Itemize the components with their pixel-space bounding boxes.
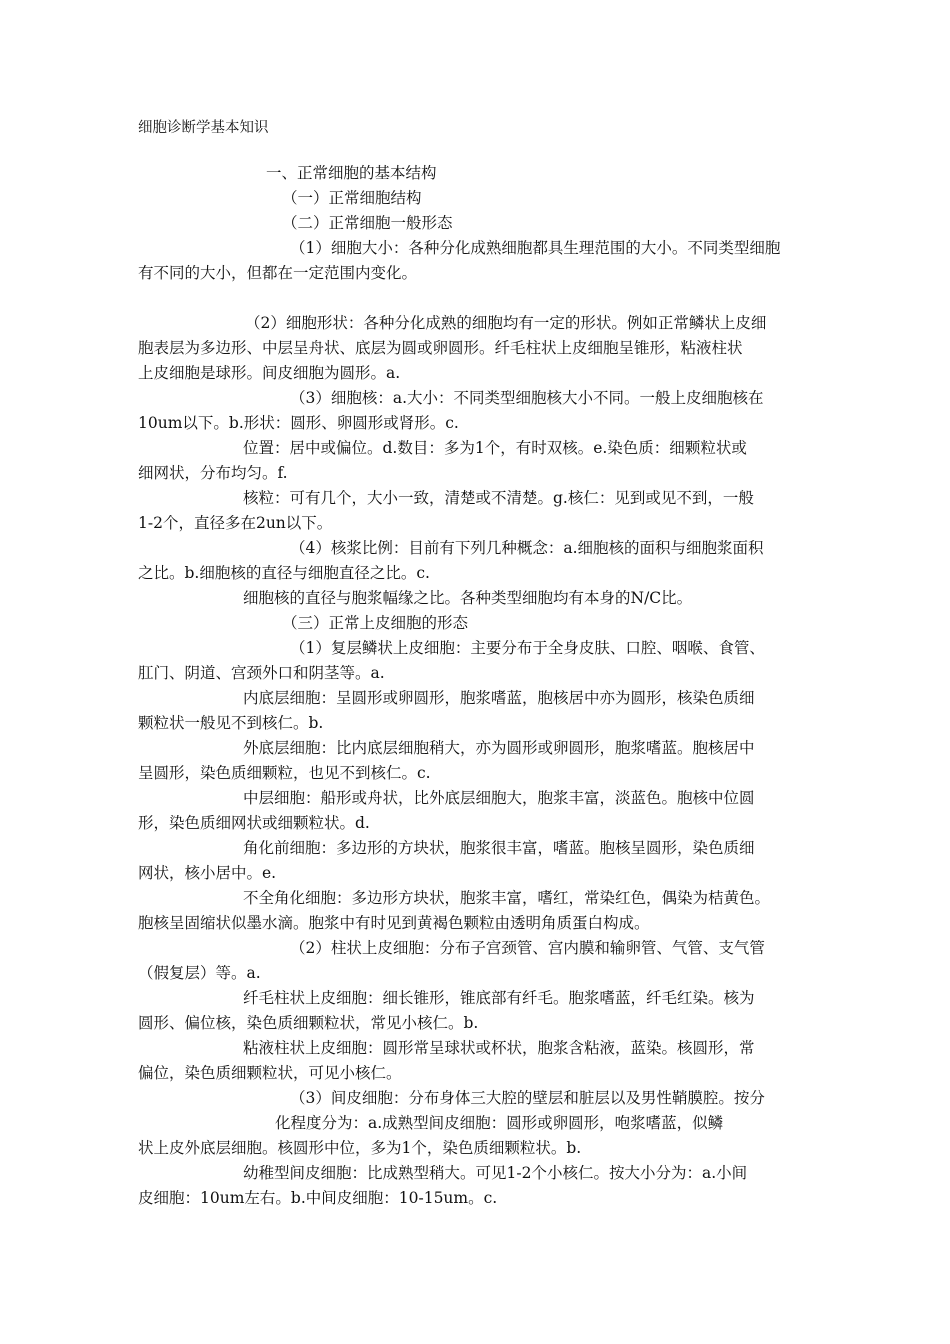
text-line: 胞核呈固缩状似墨水滴。胞浆中有时见到黄褐色颗粒由透明角质蛋白构成。 (138, 914, 650, 932)
text-line: 胞表层为多边形、中层呈舟状、底层为圆或卵圆形。纤毛柱状上皮细胞呈锥形，粘液柱状 (138, 339, 743, 357)
text-line: 肛门、阴道、宫颈外口和阴茎等。a. (138, 664, 385, 682)
text-line: 圆形、偏位核，染色质细颗粒状，常见小核仁。b. (138, 1014, 479, 1032)
heading-section-1: 一、正常细胞的基本结构 (266, 164, 437, 182)
text-line: （1）细胞大小：各种分化成熟细胞都具生理范围的大小。不同类型细胞 (290, 239, 781, 257)
text-line: 幼稚型间皮细胞：比成熟型稍大。可见1-2个小核仁。按大小分为：a.小间 (243, 1164, 748, 1182)
text-line: （4）核浆比例：目前有下列几种概念：a.细胞核的面积与细胞浆面积 (290, 539, 764, 557)
text-line: （3）间皮细胞：分布身体三大腔的壁层和脏层以及男性鞘膜腔。按分 (290, 1089, 765, 1107)
text-line: 细网状，分布均匀。f. (138, 464, 288, 482)
text-line: 1-2个，直径多在2un以下。 (138, 514, 333, 532)
text-line: 皮细胞：10um左右。b.中间皮细胞：10-15um。c. (138, 1189, 498, 1207)
text-line: 上皮细胞是球形。间皮细胞为圆形。a. (138, 364, 401, 382)
text-line: 位置：居中或偏位。d.数目：多为1个，有时双核。e.染色质：细颗粒状或 (243, 439, 747, 457)
text-line: 中层细胞：船形或舟状，比外底层细胞大，胞浆丰富，淡蓝色。胞核中位圆 (243, 789, 755, 807)
heading-subsection-1: （一）正常细胞结构 (282, 189, 422, 207)
text-line: 10um以下。b.形状：圆形、卵圆形或肾形。c. (138, 414, 459, 432)
text-line: 角化前细胞：多边形的方块状，胞浆很丰富，嗜蓝。胞核呈圆形，染色质细 (243, 839, 755, 857)
document-title: 细胞诊断学基本知识 (138, 120, 269, 136)
text-line: 有不同的大小，但都在一定范围内变化。 (138, 264, 418, 282)
text-line: 颗粒状一般见不到核仁。b. (138, 714, 324, 732)
text-line: 外底层细胞：比内底层细胞稍大，亦为圆形或卵圆形，胞浆嗜蓝。胞核居中 (243, 739, 755, 757)
text-line: （2）柱状上皮细胞：分布子宫颈管、宫内膜和输卵管、气管、支气管 (290, 939, 765, 957)
text-line: 之比。b.细胞核的直径与细胞直径之比。c. (138, 564, 430, 582)
text-line: 纤毛柱状上皮细胞：细长锥形，锥底部有纤毛。胞浆嗜蓝，纤毛红染。核为 (243, 989, 755, 1007)
text-line: 核粒：可有几个，大小一致，清楚或不清楚。g.核仁：见到或见不到，一般 (243, 489, 754, 507)
text-line: （2）细胞形状：各种分化成熟的细胞均有一定的形状。例如正常鳞状上皮细 (245, 314, 767, 332)
text-line: （3）细胞核：a.大小：不同类型细胞核大小不同。一般上皮细胞核在 (290, 389, 764, 407)
text-line: （假复层）等。a. (138, 964, 261, 982)
text-line: （1）复层鳞状上皮细胞：主要分布于全身皮肤、口腔、咽喉、食管、 (290, 639, 765, 657)
text-line: 化程度分为：a.成熟型间皮细胞：圆形或卵圆形，咆浆嗜蓝，似鳞 (275, 1114, 724, 1132)
heading-subsection-2: （二）正常细胞一般形态 (282, 214, 453, 232)
text-line: 形，染色质细网状或细颗粒状。d. (138, 814, 370, 832)
text-line: 状上皮外底层细胞。核圆形中位，多为1个，染色质细颗粒状。b. (138, 1139, 582, 1157)
text-line: 不全角化细胞：多边形方块状，胞浆丰富，嗜红，常染红色，偶染为桔黄色。 (243, 889, 771, 907)
text-line: 粘液柱状上皮细胞：圆形常呈球状或杯状，胞浆含粘液，蓝染。核圆形，常 (243, 1039, 755, 1057)
text-line: 网状，核小居中。e. (138, 864, 277, 882)
text-line: 呈圆形，染色质细颗粒，也见不到核仁。c. (138, 764, 431, 782)
text-line: 细胞核的直径与胞浆幅缘之比。各种类型细胞均有本身的N/C比。 (243, 589, 693, 607)
text-line: 内底层细胞：呈圆形或卵圆形，胞浆嗜蓝，胞核居中亦为圆形，核染色质细 (243, 689, 755, 707)
heading-subsection-3: （三）正常上皮细胞的形态 (282, 614, 469, 632)
text-line: 偏位，染色质细颗粒状，可见小核仁。 (138, 1064, 402, 1082)
